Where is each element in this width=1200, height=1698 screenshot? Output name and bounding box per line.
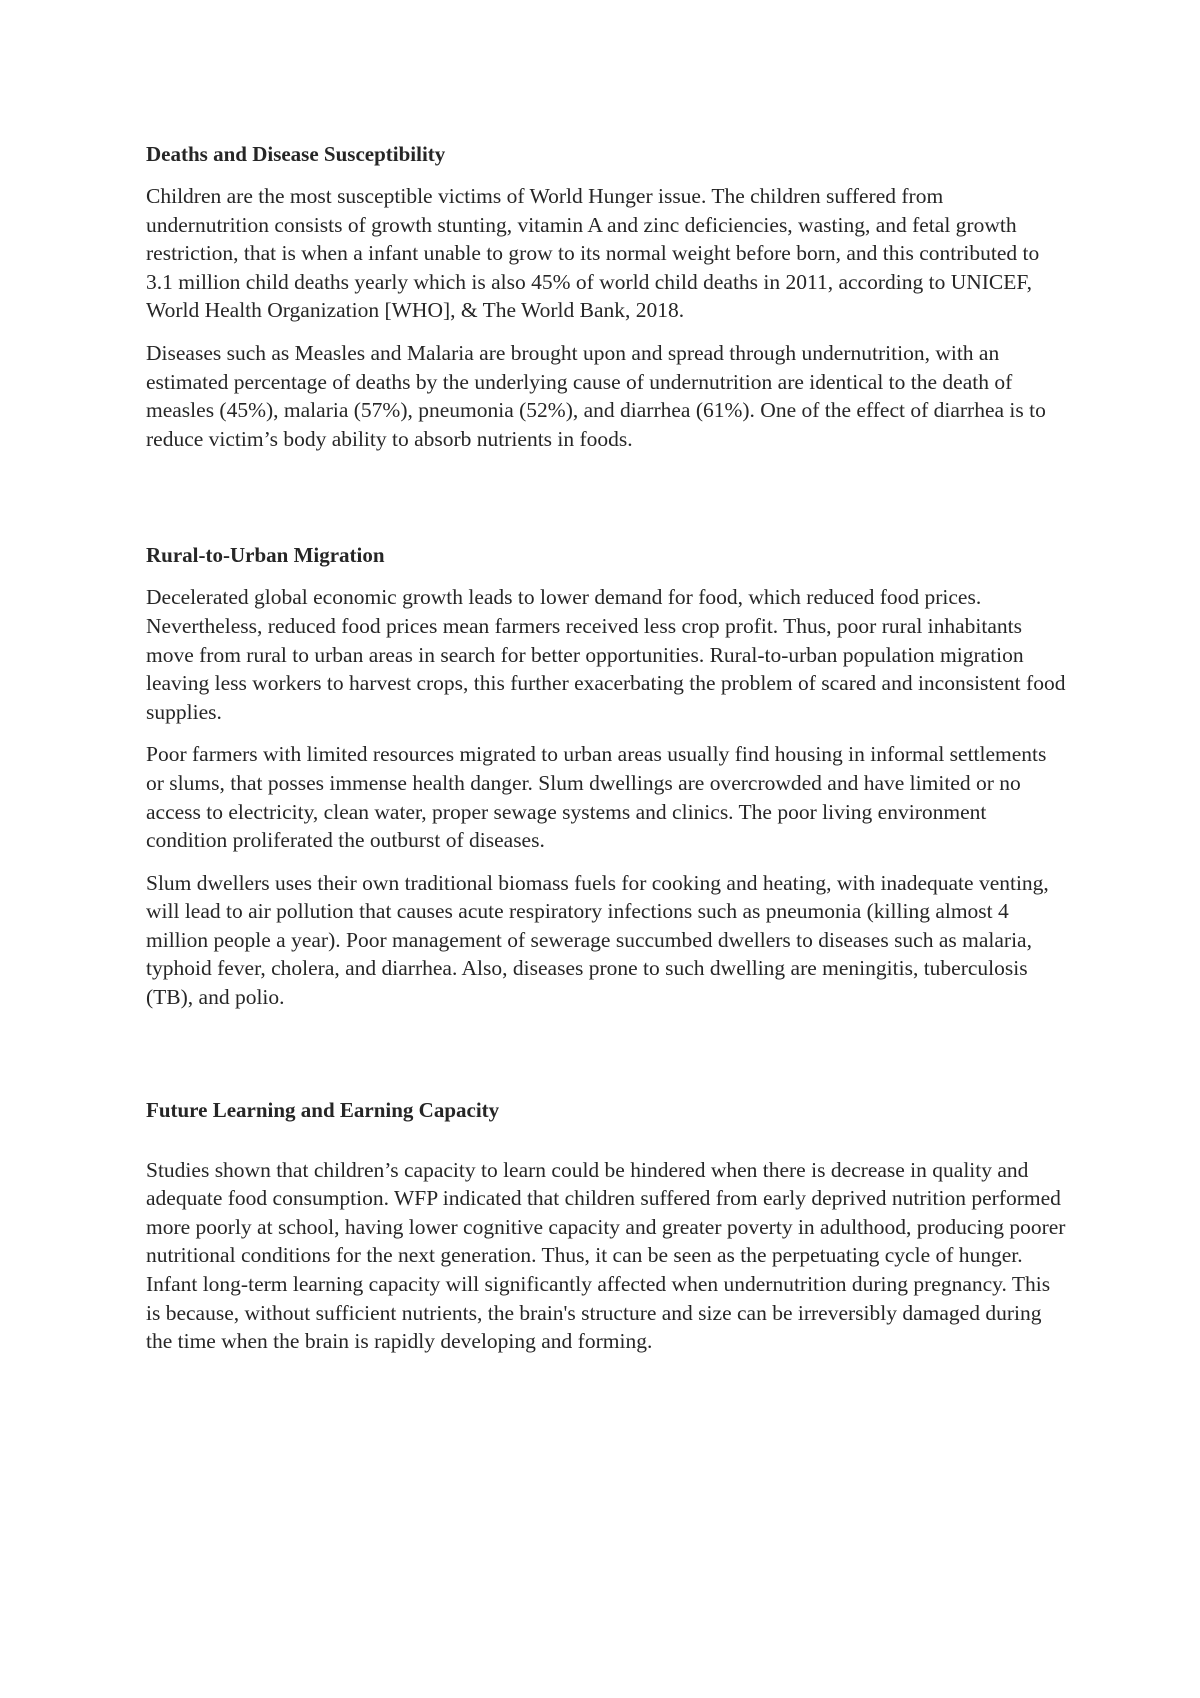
paragraph: Poor farmers with limited resources migrated to urban areas usually find housing in informal settlements or slums, that posses immense health danger. Slum dwellings are overcrowded and have limited or no access to electricity, clean water, proper sewage systems and clinics. The poor living environment condition proliferated the outburst of diseases. <box>146 742 1047 853</box>
paragraph: Diseases such as Measles and Malaria are brought upon and spread through undernutrition, with an estimated percentage of deaths by the underlying cause of undernutrition are identical to the death of measles (45%), malaria (57%), pneumonia (52%), and diarrhea (61%). One of the effect of diarrhea is to reduce victim’s body ability to absorb nutrients in foods. <box>146 340 1046 451</box>
section-deaths-disease <box>146 140 1066 453</box>
document-body <box>146 140 1066 1356</box>
paragraph: Slum dwellers uses their own traditional biomass fuels for cooking and heating, with inadequate venting, will lead to air pollution that causes acute respiratory infections such as pneumonia (killing almost 4 million people a year). Poor management of sewerage succumbed dwellers to diseases such as malaria, typhoid fever, cholera, and diarrhea. Also, diseases prone to such dwelling are meningitis, tuberculosis (TB), and polio. <box>146 870 1049 1010</box>
section-heading: Future Learning and Earning Capacity <box>146 1097 500 1122</box>
section-future-learning <box>146 1096 1066 1356</box>
paragraph: Studies shown that children’s capacity to learn could be hindered when there is decrease in quality and adequate food consumption. WFP indicated that children suffered from early deprived nutrition performed more poorly at school, having lower cognitive capacity and greater poverty in adulthood, producing poorer nutritional conditions for the next generation. Thus, it can be seen as the perpetuating cycle of hunger. Infant long-term learning capacity will significantly affected when undernutrition during pregnancy. This is because, without sufficient nutrients, the brain's structure and size can be irreversibly damaged during the time when the brain is rapidly developing and forming. <box>146 1157 1066 1354</box>
section-rural-urban-migration <box>146 541 1066 1011</box>
section-heading: Deaths and Disease Susceptibility <box>146 142 446 166</box>
paragraph: Children are the most susceptible victims of World Hunger issue. The children suffered from undernutrition consists of growth stunting, vitamin A and zinc deficiencies, wasting, and fetal growth restriction, that is when a infant unable to grow to its normal weight before born, and this contributed to 3.1 million child deaths yearly which is also 45% of world child deaths in 2011, according to UNICEF, World Health Organization [WHO], & The World Bank, 2018. <box>146 184 1040 323</box>
section-heading: Rural-to-Urban Migration <box>146 543 385 568</box>
paragraph: Decelerated global economic growth leads to lower demand for food, which reduced food prices. Nevertheless, reduced food prices mean farmers received less crop profit. Thus, poor rural inhabitants move from rural to urban areas in search for better opportunities. Rural-to-urban population migration leaving less workers to harvest crops, this further exacerbating the problem of scared and inconsistent food supplies. <box>146 585 1066 724</box>
